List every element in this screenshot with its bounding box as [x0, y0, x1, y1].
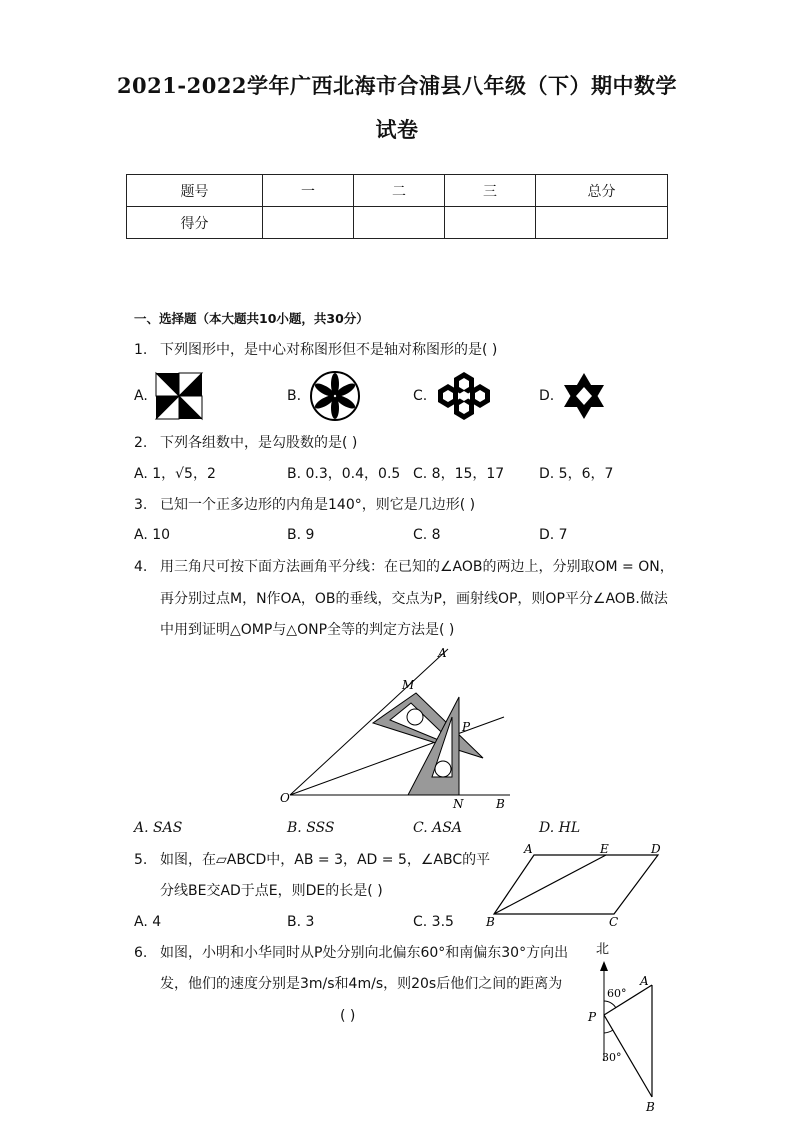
option-a[interactable]: A. 10 — [134, 527, 171, 543]
label-b: B — [486, 915, 495, 929]
question-text: 发，他们的速度分别是3m/s和4m/s，则20s后他们之间的距离为 — [160, 976, 563, 992]
table-cell: 二 — [354, 175, 445, 207]
option-b[interactable] — [287, 386, 301, 406]
question-text: 分线BE交AD于点E，则DE的长是( ) — [160, 883, 383, 899]
score-input-cell[interactable] — [536, 207, 668, 239]
table-cell: 总分 — [536, 175, 668, 207]
option-d[interactable]: D. HL — [539, 820, 581, 836]
pinwheel-icon — [156, 373, 202, 419]
label-north: 北 — [596, 942, 610, 957]
angle-60-label: 60° — [607, 987, 627, 1000]
question-5 — [134, 850, 490, 870]
option-c[interactable]: C. 8 — [413, 527, 441, 543]
question-text: 下列图形中，是中心对称图形但不是轴对称图形的是( ) — [160, 342, 498, 358]
page-title: 2021-2022学年广西北海市合浦县八年级（下）期中数学 — [116, 73, 678, 98]
option-c[interactable]: C. ASA — [413, 820, 462, 836]
label-a: A — [438, 646, 447, 660]
option-a[interactable] — [134, 386, 148, 406]
question-2 — [134, 433, 357, 453]
label-n: N — [453, 797, 464, 811]
option-b[interactable]: B. 3 — [287, 914, 315, 930]
question-number: 5. — [134, 852, 148, 868]
option-b[interactable]: B. SSS — [287, 820, 335, 836]
table-row — [127, 207, 668, 239]
six-point-star-icon — [562, 373, 606, 419]
question-number: 3. — [134, 497, 148, 513]
score-input-cell[interactable] — [354, 207, 445, 239]
direction-figure — [584, 937, 674, 1117]
hexagon-ring-icon — [437, 372, 491, 420]
answer-blank: ( ) — [340, 1008, 356, 1024]
label-e: E — [600, 842, 609, 856]
label-o: O — [280, 791, 290, 805]
label-d: D — [651, 842, 661, 856]
page-title-line2: 试卷 — [375, 117, 419, 142]
section-title: 一、选择题（本大题共10小题，共30分） — [134, 311, 369, 326]
table-row — [127, 175, 668, 207]
label-a: A — [640, 974, 649, 988]
option-label: D. — [539, 388, 555, 404]
option-label: B. — [287, 388, 302, 404]
score-input-cell[interactable] — [445, 207, 536, 239]
option-label: A. — [134, 388, 148, 404]
table-cell: 得分 — [127, 207, 263, 239]
label-a: A — [524, 842, 533, 856]
label-p: P — [462, 720, 471, 734]
option-d[interactable]: D. 5，6，7 — [539, 466, 614, 482]
question-text: 已知一个正多边形的内角是140°，则它是几边形( ) — [160, 497, 476, 513]
question-text: 如图，小明和小华同时从P处分别向北偏东60°和南偏东30°方向出 — [160, 945, 569, 961]
angle-30-label: 30° — [602, 1051, 622, 1064]
label-b: B — [496, 797, 505, 811]
option-b[interactable]: B. 0.3，0.4，0.5 — [287, 466, 401, 482]
score-table — [126, 174, 668, 239]
label-m: M — [402, 678, 415, 692]
table-cell: 题号 — [127, 175, 263, 207]
table-cell: 一 — [263, 175, 354, 207]
question-number: 1. — [134, 342, 148, 358]
label-c: C — [609, 915, 619, 929]
option-c[interactable]: C. 3.5 — [413, 914, 454, 930]
option-c[interactable]: C. 8，15，17 — [413, 466, 505, 482]
question-4 — [134, 557, 674, 577]
question-text: 下列各组数中，是勾股数的是( ) — [160, 435, 358, 451]
flower-circle-icon — [309, 370, 361, 422]
score-input-cell[interactable] — [263, 207, 354, 239]
parallelogram-figure — [484, 840, 668, 930]
label-p: P — [588, 1010, 597, 1024]
table-cell: 三 — [445, 175, 536, 207]
option-c[interactable] — [413, 386, 427, 406]
option-b[interactable]: B. 9 — [287, 527, 315, 543]
option-label: C. — [413, 388, 428, 404]
question-number: 6. — [134, 945, 148, 961]
label-b: B — [646, 1100, 655, 1114]
question-number: 2. — [134, 435, 148, 451]
option-a[interactable]: A. 1，√5，2 — [134, 466, 216, 482]
question-number: 4. — [134, 559, 148, 575]
option-d[interactable]: D. 7 — [539, 527, 568, 543]
angle-bisector-figure — [278, 645, 518, 813]
question-1 — [134, 340, 497, 360]
question-3 — [134, 495, 475, 515]
option-d[interactable] — [539, 386, 554, 406]
question-text: 如图，在▱ABCD中，AB = 3，AD = 5，∠ABC的平 — [160, 852, 491, 868]
question-text: 用三角尺可按下面方法画角平分线：在已知的∠AOB的两边上，分别取OM = ON， — [160, 559, 674, 575]
option-a[interactable]: A. 4 — [134, 914, 162, 930]
option-a[interactable]: A. SAS — [134, 820, 183, 836]
question-6 — [134, 943, 568, 963]
question-text: 再分别过点M，N作OA，OB的垂线，交点为P，画射线OP，则OP平分∠AOB.做法 — [160, 591, 668, 607]
question-text: 中用到证明△OMP与△ONP全等的判定方法是( ) — [160, 622, 455, 638]
